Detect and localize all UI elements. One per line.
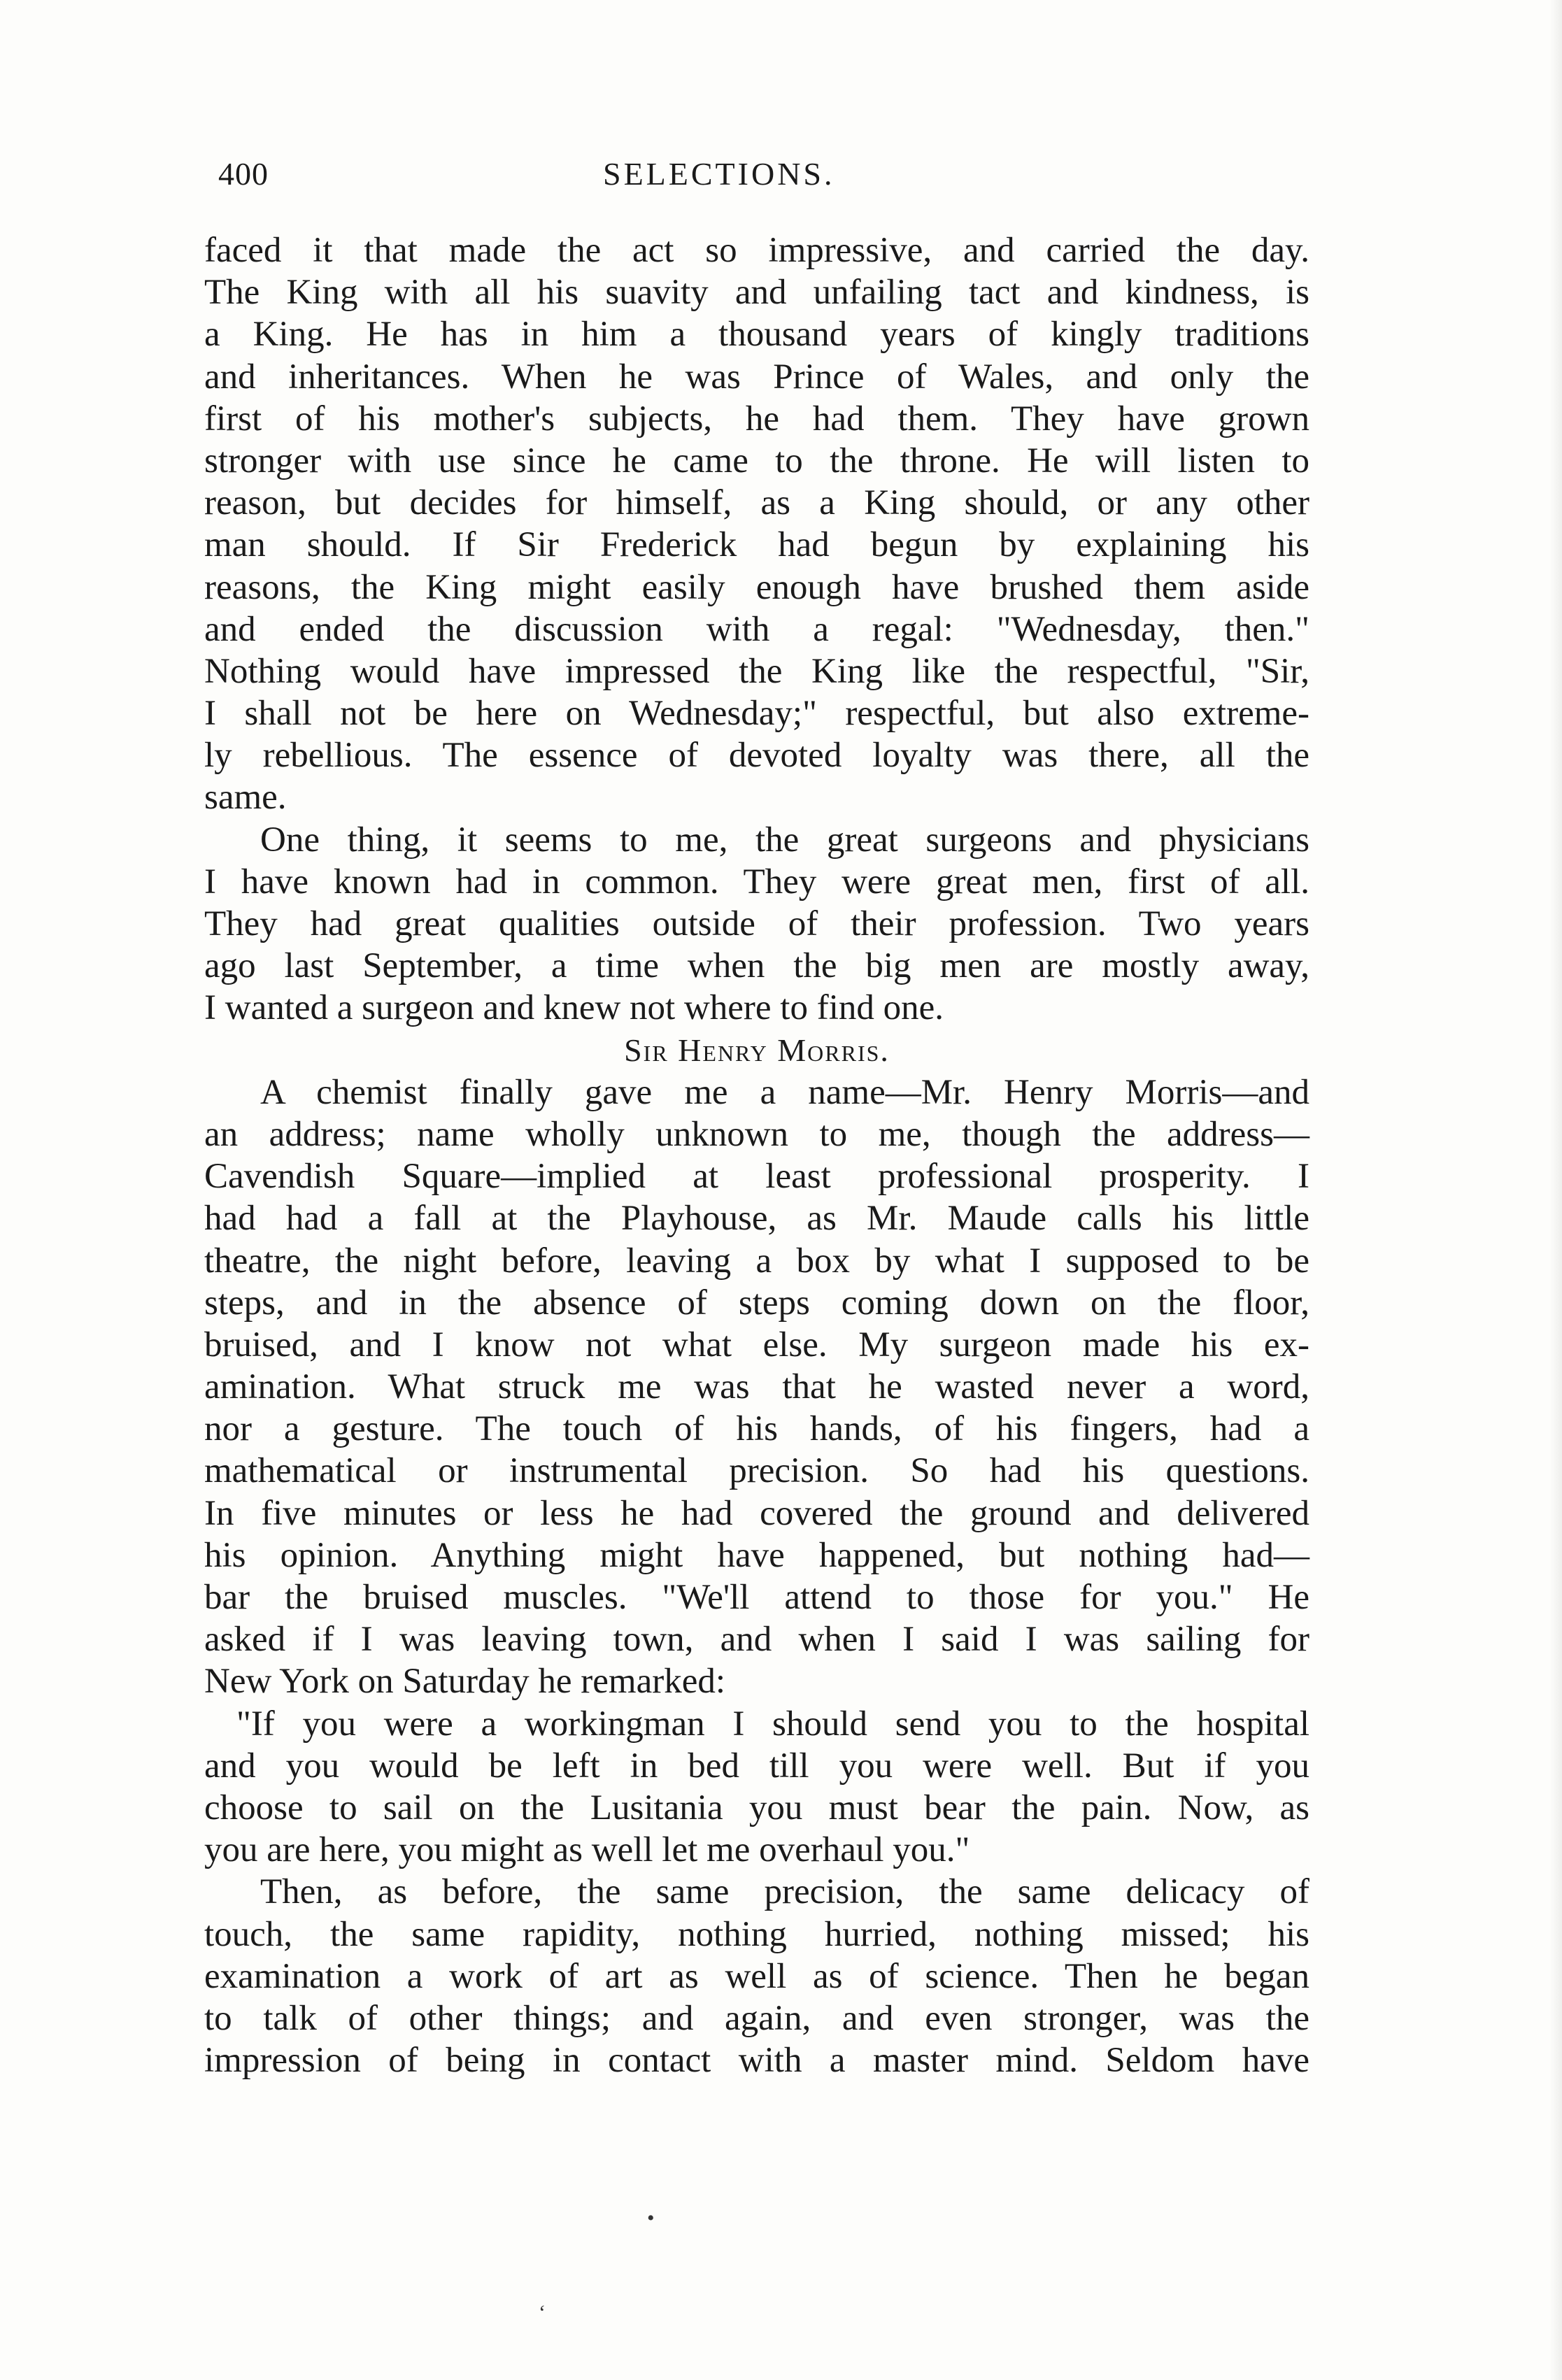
text-line: I wanted a surgeon and knew not where to find one.	[204, 988, 944, 1028]
text-line: impression of being in contact with a master mind. Seldom have	[204, 2041, 1309, 2081]
quote-start-line: "If you were a workingman I should send you to the hospital	[236, 1704, 1309, 1744]
text-line: had had a fall at the Playhouse, as Mr. Maude calls his little	[204, 1199, 1309, 1239]
text-line: stronger with use since he came to the throne. He will listen to	[204, 441, 1309, 480]
text-line: same.	[204, 778, 287, 818]
text-line: choose to sail on the Lusitania you must bear the pain. Now, as	[204, 1788, 1309, 1827]
ink-speck: •	[647, 2207, 655, 2230]
text-line: reason, but decides for himself, as a King should, or any other	[204, 483, 1309, 523]
text-line: steps, and in the absence of steps coming down on the floor,	[204, 1283, 1309, 1323]
text-line: bruised, and I know not what else. My surgeon made his ex-	[204, 1325, 1309, 1364]
text-line: man should. If Sir Frederick had begun by explaining his	[204, 525, 1309, 565]
text-line: examination a work of art as well as of science. Then he began	[204, 1956, 1309, 1996]
text-line: I shall not be here on Wednesday;" respectful, but also extreme-	[204, 694, 1309, 734]
text-line: his opinion. Anything might have happened, but nothing had—	[204, 1535, 1309, 1575]
text-line: asked if I was leaving town, and when I said I was sailing for	[204, 1620, 1309, 1660]
running-head	[218, 155, 1295, 197]
text-line: and inheritances. When he was Prince of Wales, and only the	[204, 357, 1309, 397]
body-text	[204, 229, 1309, 2081]
text-line: I have known had in common. They were great men, first of all.	[204, 862, 1309, 902]
page-edge-shadow	[1549, 0, 1562, 2380]
text-line: an address; name wholly unknown to me, though the address—	[204, 1114, 1309, 1154]
running-title: SELECTIONS.	[603, 156, 835, 192]
text-line: ly rebellious. The essence of devoted loyalty was there, all the	[204, 736, 1309, 776]
ink-speck: ‘	[539, 2301, 546, 2324]
text-line: amination. What struck me was that he wasted never a word,	[204, 1367, 1309, 1407]
paragraph-start-line: Then, as before, the same precision, the same delicacy of	[260, 1872, 1309, 1912]
text-line: bar the bruised muscles. "We'll attend to those for you." He	[204, 1578, 1309, 1617]
text-line: nor a gesture. The touch of his hands, of his fingers, had a	[204, 1409, 1309, 1449]
text-line: faced it that made the act so impressive, and carried the day.	[204, 231, 1309, 270]
paragraph-start-line: A chemist finally gave me a name—Mr. Henry Morris—and	[260, 1072, 1309, 1112]
paragraph-start-line: One thing, it seems to me, the great surgeons and physicians	[260, 820, 1309, 860]
text-line: theatre, the night before, leaving a box by what I supposed to be	[204, 1241, 1309, 1281]
text-line: New York on Saturday he remarked:	[204, 1662, 726, 1702]
text-line: you are here, you might as well let me overhaul you."	[204, 1830, 970, 1870]
text-line: mathematical or instrumental precision. So had his questions.	[204, 1451, 1309, 1491]
text-line: to talk of other things; and again, and even stronger, was the	[204, 1998, 1309, 2038]
text-line: ago last September, a time when the big men are mostly away,	[204, 946, 1309, 986]
text-line: and ended the discussion with a regal: "Wednesday, then."	[204, 609, 1309, 649]
section-heading: Sir Henry Morris.	[624, 1032, 890, 1068]
text-line: They had great qualities outside of their profession. Two years	[204, 904, 1309, 943]
text-line: and you would be left in bed till you were well. But if you	[204, 1746, 1309, 1786]
text-line: Nothing would have impressed the King like the respectful, "Sir,	[204, 651, 1309, 691]
text-line: The King with all his suavity and unfailing tact and kindness, is	[204, 273, 1309, 313]
text-line: first of his mother's subjects, he had them. They have grown	[204, 399, 1309, 439]
page-number: 400	[218, 156, 269, 192]
text-line: Cavendish Square—implied at least professional prosperity. I	[204, 1157, 1309, 1197]
text-line: In five minutes or less he had covered the ground and delivered	[204, 1493, 1309, 1533]
text-line: touch, the same rapidity, nothing hurried, nothing missed; his	[204, 1914, 1309, 1954]
text-line: reasons, the King might easily enough have brushed them aside	[204, 567, 1309, 607]
text-line: a King. He has in him a thousand years of kingly traditions	[204, 315, 1309, 355]
